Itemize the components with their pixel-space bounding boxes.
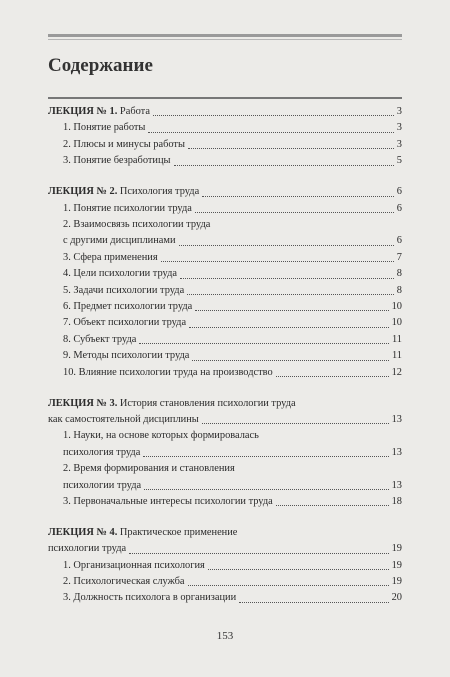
- dot-leader: [188, 585, 389, 586]
- page-ref: 6: [396, 186, 402, 198]
- item-title-line-1[interactable]: 1. Науки, на основе которых формировалась: [63, 430, 259, 442]
- page-number: 153: [216, 630, 234, 642]
- item-title: 3. Понятие безработицы: [63, 155, 171, 167]
- top-rule: [48, 34, 402, 37]
- toc-entry-lecture-4[interactable]: [48, 541, 402, 557]
- dot-leader: [179, 245, 394, 246]
- dot-leader: [239, 602, 388, 603]
- title-underline: [48, 97, 402, 99]
- item-title: 1. Понятие работы: [63, 122, 146, 134]
- page-ref: 13: [391, 479, 402, 491]
- item-title: 3. Должность психолога в организации: [63, 592, 237, 604]
- item-title-line-2: психология труда: [63, 446, 141, 458]
- dot-leader: [139, 343, 389, 344]
- dot-leader: [129, 553, 388, 554]
- page-ref: 19: [391, 559, 402, 571]
- page-ref: 11: [391, 350, 402, 362]
- item-title: 7. Объект психологии труда: [63, 317, 187, 329]
- page-ref: 10: [391, 300, 402, 312]
- dot-leader: [208, 569, 389, 570]
- page-ref: 6: [396, 235, 402, 247]
- dot-leader: [148, 132, 393, 133]
- toc-item[interactable]: [48, 365, 402, 381]
- page-ref: 11: [391, 333, 402, 345]
- page-ref: 12: [391, 366, 402, 378]
- toc-item[interactable]: [48, 590, 402, 606]
- page-ref: 6: [396, 202, 402, 214]
- toc-item[interactable]: [48, 153, 402, 169]
- item-title: 3. Первоначальные интересы психологии труда: [63, 495, 273, 507]
- page-ref: 13: [391, 413, 402, 425]
- dot-leader: [153, 115, 394, 116]
- page-ref: 20: [391, 592, 402, 604]
- lecture-number: ЛЕКЦИЯ № 3.: [48, 397, 118, 409]
- item-title: 2. Плюсы и минусы работы: [63, 138, 185, 150]
- toc-item[interactable]: [48, 332, 402, 348]
- lecture-title: Работа: [119, 106, 150, 117]
- item-title: 4. Цели психологии труда: [63, 268, 177, 280]
- lecture-title-line-2: психологии труда: [48, 543, 127, 555]
- toc-item[interactable]: [48, 558, 402, 574]
- lecture-title-line-2: как самостоятельной дисциплины: [48, 413, 199, 425]
- item-title: 9. Методы психологии труда: [63, 350, 190, 362]
- item-title-line-1[interactable]: 2. Взаимосвязь психологии труда: [63, 218, 211, 230]
- page-ref: 3: [396, 106, 402, 117]
- lecture-title: Практическое применение: [119, 526, 238, 538]
- item-title: 2. Психологическая служба: [63, 576, 185, 588]
- toc-item[interactable]: [48, 120, 402, 136]
- dot-leader: [189, 327, 389, 328]
- item-title: 10. Влияние психологии труда на производство: [63, 366, 273, 378]
- toc-item[interactable]: [48, 201, 402, 217]
- dot-leader: [174, 165, 394, 166]
- item-title-line-1[interactable]: 2. Время формирования и становления: [63, 463, 235, 475]
- toc-item[interactable]: [48, 250, 402, 266]
- toc-item[interactable]: [48, 315, 402, 331]
- toc-item[interactable]: [48, 137, 402, 153]
- lecture-title: История становления психологии труда: [119, 397, 296, 409]
- page-ref: 13: [391, 446, 402, 458]
- toc-entry-lecture-3[interactable]: [48, 412, 402, 428]
- page-ref: 19: [391, 576, 402, 588]
- dot-leader: [188, 148, 394, 149]
- dot-leader: [276, 376, 389, 377]
- dot-leader: [144, 489, 388, 490]
- dot-leader: [195, 310, 388, 311]
- table-of-contents: [48, 104, 402, 607]
- toc-entry-lecture-2[interactable]: [48, 184, 402, 200]
- lecture-number: ЛЕКЦИЯ № 1.: [48, 106, 118, 117]
- dot-leader: [187, 294, 394, 295]
- page-ref: 7: [396, 251, 402, 263]
- section-gap: [48, 170, 402, 185]
- item-title: 1. Понятие психологии труда: [63, 202, 192, 214]
- page-ref: 19: [391, 543, 402, 555]
- page-ref: 18: [391, 495, 402, 507]
- page-ref: 3: [396, 122, 402, 134]
- toc-entry-lecture-4-line-1[interactable]: [48, 525, 402, 541]
- dot-leader: [202, 423, 389, 424]
- dot-leader: [202, 196, 394, 197]
- item-title: 8. Субъект труда: [63, 333, 137, 345]
- toc-item[interactable]: [48, 478, 402, 494]
- toc-item[interactable]: [48, 574, 402, 590]
- item-title-line-2: с другими дисциплинами: [63, 235, 176, 247]
- page-ref: 8: [396, 268, 402, 280]
- toc-item[interactable]: [48, 299, 402, 315]
- page-ref: 5: [396, 155, 402, 167]
- dot-leader: [195, 212, 394, 213]
- toc-item[interactable]: [48, 283, 402, 299]
- section-gap: [48, 510, 402, 525]
- dot-leader: [192, 360, 389, 361]
- section-gap: [48, 381, 402, 396]
- top-rule-thin: [48, 39, 402, 40]
- dot-leader: [180, 278, 394, 279]
- toc-entry-lecture-3-line-1[interactable]: [48, 396, 402, 412]
- toc-item[interactable]: [48, 266, 402, 282]
- lecture-number: ЛЕКЦИЯ № 2.: [48, 186, 118, 198]
- toc-item[interactable]: [48, 233, 402, 249]
- item-title: 6. Предмет психологии труда: [63, 300, 193, 312]
- item-title-line-2: психологии труда: [63, 479, 142, 491]
- toc-item[interactable]: [48, 445, 402, 461]
- toc-item[interactable]: [48, 348, 402, 364]
- item-title: 5. Задачи психологии труда: [63, 284, 185, 296]
- page-ref: 10: [391, 317, 402, 329]
- lecture-number: ЛЕКЦИЯ № 4.: [48, 526, 118, 538]
- item-title: 1. Организационная психология: [63, 559, 205, 571]
- page-title: Содержание: [48, 55, 153, 76]
- page-ref: 3: [396, 138, 402, 150]
- dot-leader: [276, 505, 389, 506]
- dot-leader: [143, 456, 388, 457]
- item-title: 3. Сфера применения: [63, 251, 158, 263]
- page-ref: 8: [396, 284, 402, 296]
- lecture-title: Психология труда: [119, 186, 200, 198]
- toc-item[interactable]: [48, 494, 402, 510]
- toc-entry-lecture-1[interactable]: [48, 104, 402, 120]
- dot-leader: [161, 261, 394, 262]
